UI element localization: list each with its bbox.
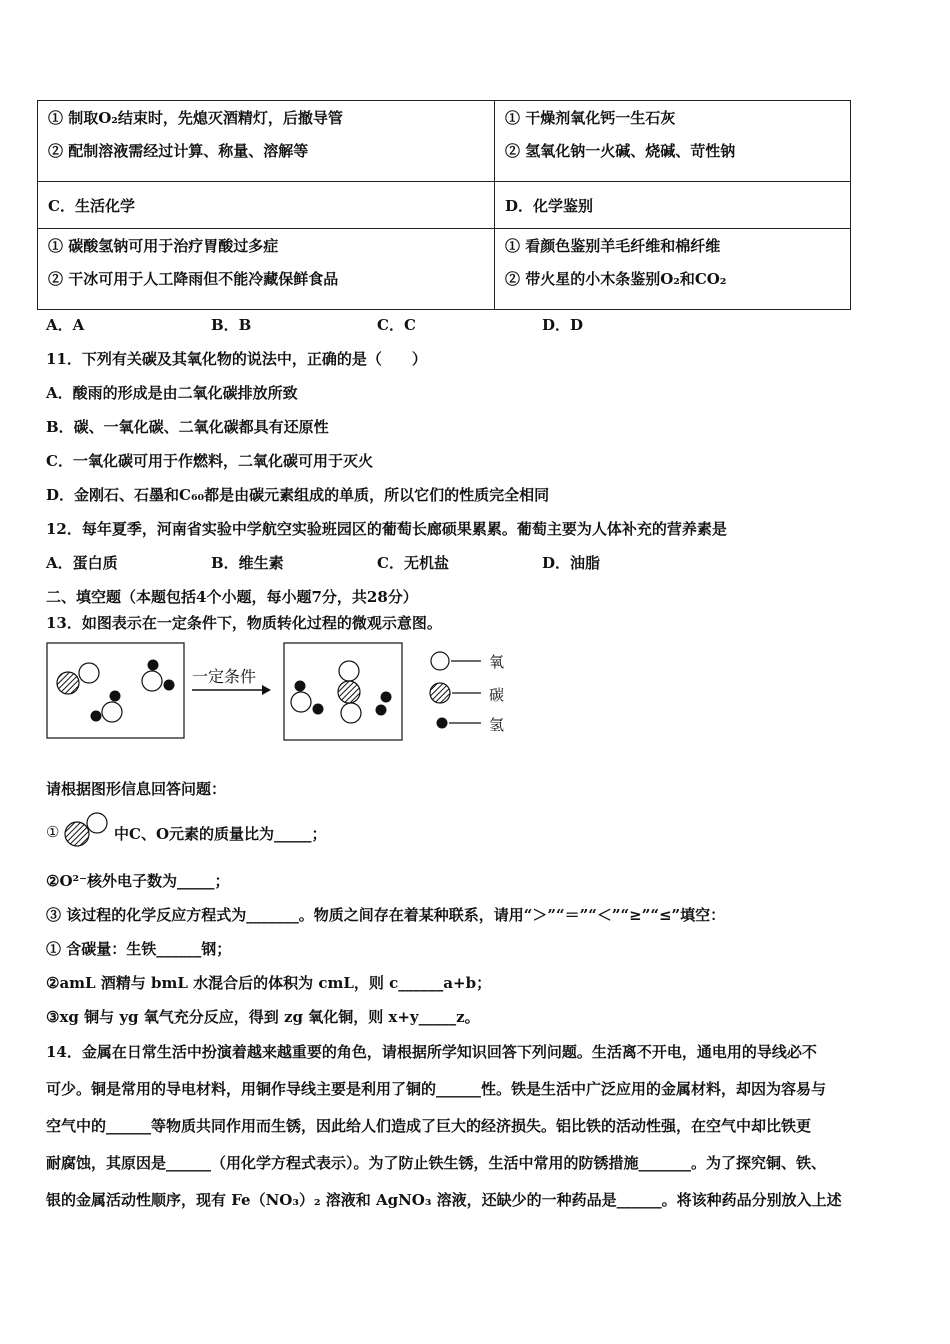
q13-sub3-item-2: ②amL 酒精与 bmL 水混合后的体积为 cmL，则 c______a+b； [46,974,492,992]
legend-oxygen-label: 氧 [489,653,505,671]
q10-a-line-1: ① 制取O₂结束时，先熄灭酒精灯，后撤导管 [48,109,343,127]
legend-hydrogen-label: 氢 [489,716,505,734]
section-2-title: 二、填空题（本题包括4个小题，每小题7分，共28分） [46,588,418,606]
q13-stem: 13．如图表示在一定条件下，物质转化过程的微观示意图。 [46,614,442,632]
legend-hydrogen-symbol [437,718,448,729]
q14-line-4: 耐腐蚀，其原因是______（用化学方程式表示）。为了防止铁生锈，生活中常用的防锈措施_______。为了探究铜、铁、 [46,1154,827,1172]
oxygen-atom [79,663,99,683]
q13-sub2: ②O²⁻核外电子数为_____； [46,872,230,890]
legend-oxygen-symbol [431,652,449,670]
q10-d-header: D．化学鉴别 [495,182,851,229]
q10-option-b: B．B [211,316,252,334]
q10-option-a: A．A [46,316,85,334]
oxygen-atom [339,661,359,681]
q12-option-d: D．油脂 [542,554,601,572]
oxygen-atom [341,703,361,723]
q10-option-d: D．D [542,316,584,334]
q14-line-3: 空气中的______等物质共同作用而生锈，因此给人们造成了巨大的经济损失。铝比铁的活动性强，在空气中却比铁更 [46,1117,812,1135]
hydrogen-atom [110,691,121,702]
hydrogen-atom [376,705,387,716]
co-molecule-inline [62,812,112,850]
q13-sub1-prefix: ① [46,823,60,841]
legend-carbon-symbol [430,683,450,703]
reaction-arrow-head [262,685,271,695]
q13-sub3-item-3: ③xg 铜与 yg 氧气充分反应，得到 zg 氧化铜，则 x+y_____z。 [46,1008,480,1026]
q11-stem: 11．下列有关碳及其氧化物的说法中，正确的是（ ） [46,350,427,368]
q10-d-line-2: ② 带火星的小木条鉴别O₂和CO₂ [505,270,727,288]
q10-d-line-1: ① 看颜色鉴别羊毛纤维和棉纤维 [505,237,721,255]
legend-carbon-label: 碳 [489,686,505,704]
q12-stem: 12．每年夏季，河南省实验中学航空实验班园区的葡萄长廊硕果累累。葡萄主要为人体补充的营养素是 [46,520,727,538]
oxygen-atom [142,671,162,691]
co2-molecule [338,661,361,723]
q10-b-line-1: ① 干燥剂氧化钙一生石灰 [505,109,676,127]
carbon-atom [57,672,79,694]
oxygen-atom [291,692,311,712]
hydrogen-atom [295,681,306,692]
q14-line-1: 14．金属在日常生活中扮演着越来越重要的角色，请根据所学知识回答下列问题。生活离不开电，通电用的导线必不 [46,1043,817,1061]
q11-option-a: A．酸雨的形成是由二氧化碳排放所致 [46,384,298,402]
q11-option-b: B．碳、一氧化碳、二氧化碳都具有还原性 [46,418,329,436]
q12-option-b: B．维生素 [211,554,284,572]
q10-c-header: C．生活化学 [38,182,495,229]
q12-option-a: A．蛋白质 [46,554,118,572]
q13-sub3: ③ 该过程的化学反应方程式为_______。物质之间存在着某种联系，请用“＞”“＝”“＜”“≥”“≤”填空： [46,906,726,924]
q14-line-2: 可少。铜是常用的导电材料，用铜作导线主要是利用了铜的______性。铁是生活中广泛应用的金属材料，却因为容易与 [46,1080,827,1098]
hydrogen-atom [313,704,324,715]
hydrogen-atom [381,692,392,703]
oxygen-atom [102,702,122,722]
q10-a-line-2: ② 配制溶液需经过计算、称量、溶解等 [48,142,309,160]
hydrogen-atom [148,660,159,671]
q13-sub3-item-1: ① 含碳量：生铁______钢； [46,940,232,958]
q10-c-line-2: ② 干冰可用于人工降雨但不能冷藏保鲜食品 [48,270,339,288]
hydrogen-atom [164,680,175,691]
q13-prompt: 请根据图形信息回答问题： [46,780,227,798]
hydrogen-atom [91,711,102,722]
q10-option-c: C．C [377,316,416,334]
q13-sub1-text: 中C、O元素的质量比为_____； [114,825,327,843]
q12-option-c: C．无机盐 [377,554,449,572]
arrow-label: 一定条件 [192,667,257,686]
q10-b-line-2: ② 氢氧化钠一火碱、烧碱、苛性钠 [505,142,736,160]
q14-line-5: 银的金属活动性顺序，现有 Fe（NO₃）₂ 溶液和 AgNO₃ 溶液，还缺少的一种药品是______。将该种药品分别放入上述 [46,1191,842,1209]
q11-option-d: D．金刚石、石墨和C₆₀都是由碳元素组成的单质，所以它们的性质完全相同 [46,486,550,504]
carbon-atom [338,681,360,703]
q11-option-c: C．一氧化碳可用于作燃料，二氧化碳可用于灭火 [46,452,373,470]
q10-c-line-1: ① 碳酸氢钠可用于治疗胃酸过多症 [48,237,279,255]
